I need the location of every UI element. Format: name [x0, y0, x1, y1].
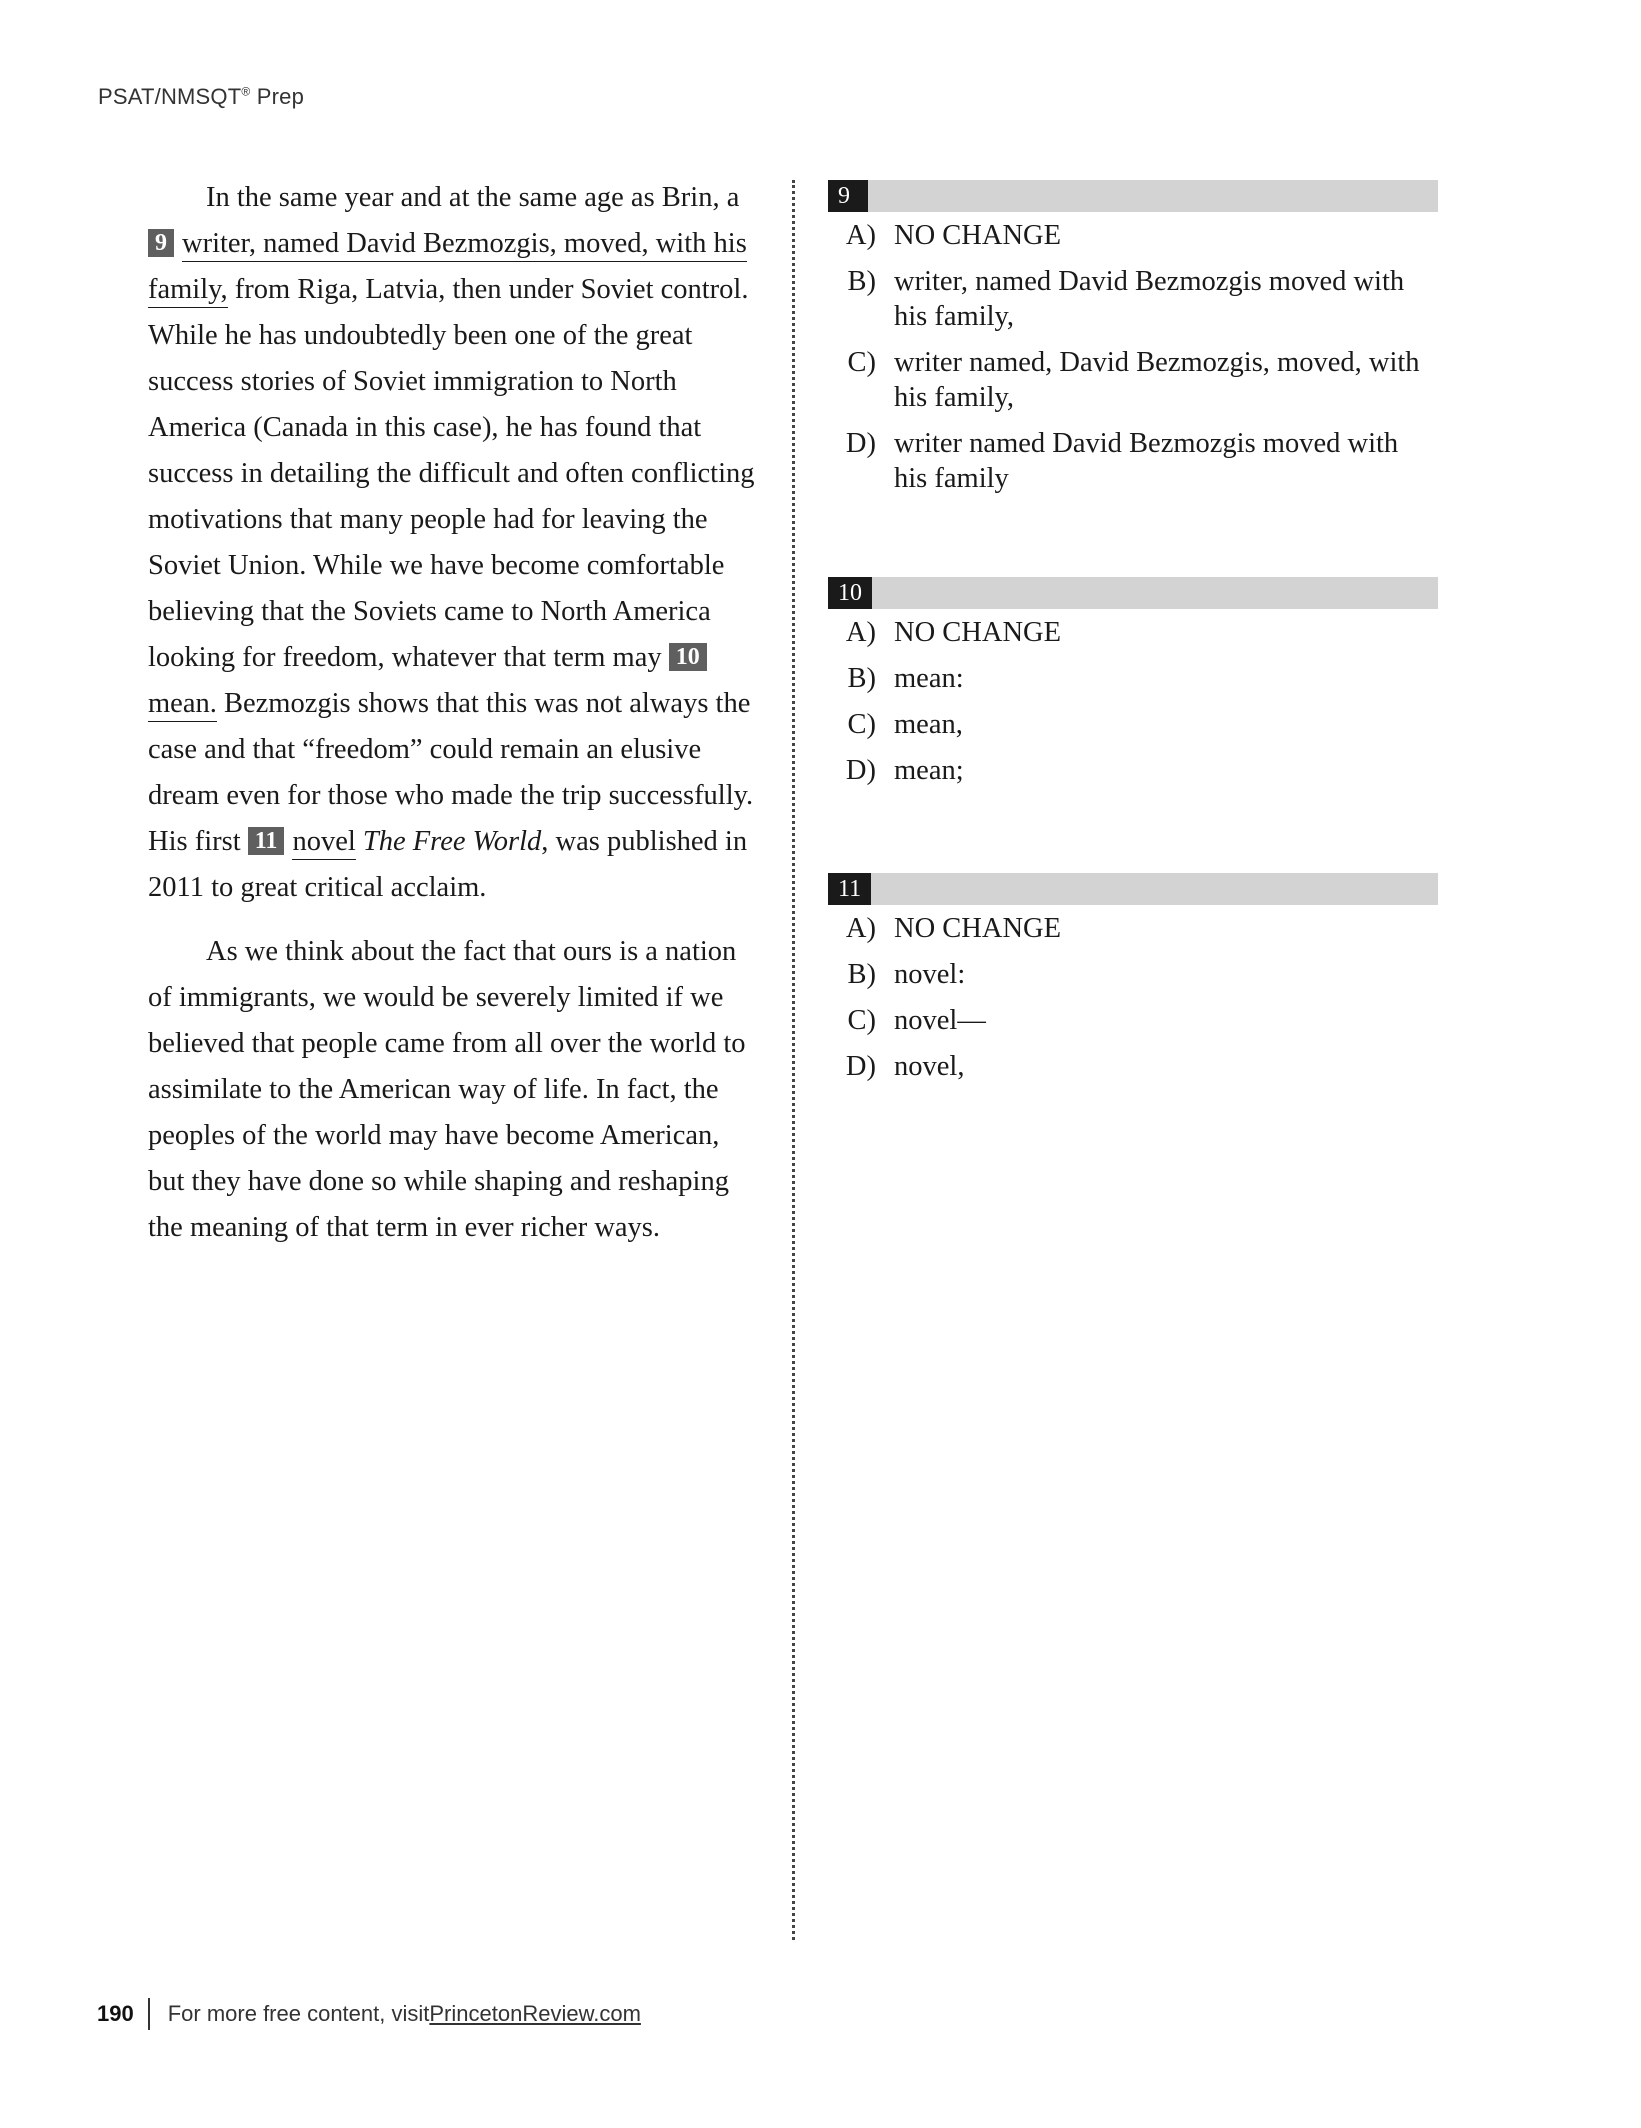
- option-text: mean;: [894, 755, 964, 786]
- answer-options: [828, 911, 1438, 1084]
- option-text: NO CHANGE: [894, 617, 1062, 648]
- answer-option-c[interactable]: [828, 345, 1438, 415]
- underlined-portion-11: novel: [292, 826, 355, 860]
- footer-divider: [148, 1998, 150, 2030]
- option-letter: C): [847, 347, 876, 378]
- question-10: [828, 577, 1438, 799]
- answer-option-b[interactable]: [828, 957, 1438, 992]
- option-letter: D): [845, 1051, 876, 1082]
- option-text: NO CHANGE: [894, 913, 1062, 944]
- option-letter: D): [845, 755, 876, 786]
- answer-option-c[interactable]: [828, 707, 1438, 742]
- question-header-bar: [828, 577, 1438, 609]
- passage-text: [356, 826, 363, 857]
- registered-mark: ®: [241, 84, 251, 99]
- princeton-review-link[interactable]: PrincetonReview.com: [429, 2001, 641, 2026]
- question-marker-9[interactable]: 9: [148, 229, 174, 257]
- answer-options: [828, 615, 1438, 788]
- passage: [148, 175, 758, 1251]
- answer-options: [828, 218, 1438, 496]
- header-suffix: Prep: [250, 84, 305, 109]
- question-marker-10[interactable]: 10: [669, 643, 707, 671]
- option-text: writer named, David Bezmozgis, moved, with his family,: [894, 347, 1420, 413]
- option-letter: C): [847, 1005, 876, 1036]
- question-header-bar: [828, 873, 1438, 905]
- question-9: [828, 180, 1438, 507]
- question-11: [828, 873, 1438, 1095]
- option-letter: A): [845, 617, 876, 648]
- option-text: novel,: [894, 1051, 965, 1082]
- option-text: mean,: [894, 709, 963, 740]
- question-number: 10: [828, 577, 872, 609]
- answer-option-d[interactable]: [828, 1049, 1438, 1084]
- question-marker-11[interactable]: 11: [248, 827, 285, 855]
- option-text: writer named David Bezmozgis moved with his family: [894, 428, 1399, 494]
- passage-paragraph-2: As we think about the fact that ours is a nation of immigrants, we would be severely limited if we believed that people came from all over the world to assimilate to the American way of life. In fact, the peoples of the world may have become American, but they have done so while shaping and reshaping the meaning of that term in ever richer ways.: [148, 936, 746, 1243]
- option-letter: A): [845, 913, 876, 944]
- header-title: PSAT/NMSQT: [98, 84, 242, 109]
- option-text: NO CHANGE: [894, 220, 1062, 251]
- option-letter: B): [847, 959, 876, 990]
- passage-text: , was published in 2011 to great critical acclaim.: [148, 826, 748, 903]
- page-footer: [97, 1998, 641, 2030]
- book-title: The Free World: [362, 826, 542, 857]
- column-divider: [792, 180, 795, 1940]
- passage-text: Bezmozgis shows that this was not always the case and that “freedom” could remain an elusive dream even for those who made the trip successfully. His first: [148, 688, 754, 857]
- underlined-portion-10: mean.: [148, 688, 217, 722]
- option-text: novel:: [894, 959, 966, 990]
- answer-option-d[interactable]: [828, 426, 1438, 496]
- page-number: 190: [97, 2001, 134, 2026]
- answer-option-d[interactable]: [828, 753, 1438, 788]
- option-text: writer, named David Bezmozgis moved with his family,: [894, 266, 1405, 332]
- passage-paragraph-1: [148, 175, 758, 911]
- answer-option-c[interactable]: [828, 1003, 1438, 1038]
- question-number: 9: [828, 180, 868, 212]
- option-letter: A): [845, 220, 876, 251]
- answer-option-a[interactable]: [828, 615, 1438, 650]
- answer-option-a[interactable]: [828, 218, 1438, 253]
- option-letter: C): [847, 709, 876, 740]
- passage-text: from Riga, Latvia, then under Soviet control. While he has undoubtedly been one of the great success stories of Soviet immigration to North America (Canada in this case), he has found that success in detailing the difficult and often conflicting motivations that many people had for leaving the Soviet Union. While we have become comfortable believing that the Soviets came to North America looking for freedom, whatever that term may: [148, 274, 755, 673]
- passage-text: In the same year and at the same age as Brin, a: [206, 182, 740, 213]
- question-header-bar: [828, 180, 1438, 212]
- answer-option-a[interactable]: [828, 911, 1438, 946]
- question-number: 11: [828, 873, 871, 905]
- option-letter: B): [847, 663, 876, 694]
- answer-option-b[interactable]: [828, 661, 1438, 696]
- running-header: [98, 84, 304, 110]
- underlined-portion-9: writer, named David Bezmozgis, moved, with his family,: [148, 228, 747, 308]
- option-letter: B): [847, 266, 876, 297]
- footer-text: For more free content, visit: [167, 2001, 430, 2026]
- option-text: novel—: [894, 1005, 986, 1036]
- answer-option-b[interactable]: [828, 264, 1438, 334]
- option-letter: D): [845, 428, 876, 459]
- option-text: mean:: [894, 663, 964, 694]
